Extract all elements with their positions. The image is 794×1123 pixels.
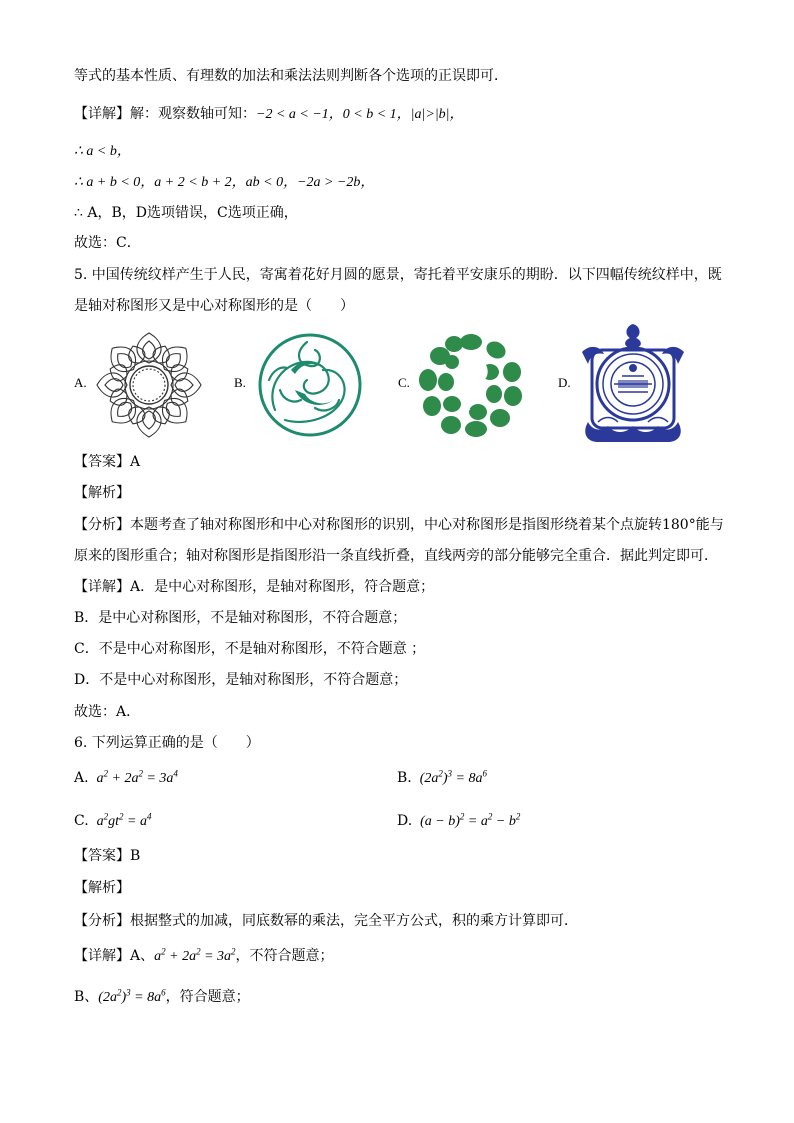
q6-option-d [397,811,520,832]
q6-analysis-tag [74,878,130,898]
q6-fenxi [74,911,578,931]
option-d-label: D. [558,375,571,390]
q5-stem-1: 5. 中国传统纹样产生于人民，寄寓着花好月圆的愿景，寄托着平安康乐的期盼．以下四幅传统纹样中，既 [74,267,722,283]
q6-detail-b [74,987,250,1008]
detail-a-prefix: A、 [130,948,155,964]
detail-b-suffix: ，符合题意； [165,989,250,1005]
q6-option-c-label: C. [74,813,89,829]
q6-option-c [74,811,151,832]
answer-tag: 【答案】 [74,848,130,864]
conclusion-line: ∴ a < b， [74,144,131,159]
detail-a-expr: $a^2 + 2a^2 = 3a^2$ [154,946,236,964]
q6-option-d-label: D. [397,813,413,829]
q5-fenxi-2: 原来的图形重合；轴对称图形是指图形沿一条直线折叠，直线两旁的部分能够完全重合．据此判定即可． [74,548,718,564]
q5-analysis-tag [74,483,130,503]
q6-option-a [74,768,178,789]
fenxi-text: 本题考查了轴对称图形和中心对称图形的识别，中心对称图形是指图形绕着某个点旋转180°能与 [130,517,724,533]
q6-answer [74,846,140,866]
judgment-line: ∴ A，B，D选项错误，C选项正确， [74,205,298,221]
q5-detail-d: D．不是中心对称图形，是轴对称图形，不符合题意； [74,672,408,688]
analysis-tag: 【解析】 [74,485,130,501]
detail-tag: 【详解】 [74,106,130,122]
choice-line: 故选：C． [74,235,141,251]
q6-option-b [397,768,487,789]
text-line: 等式的基本性质、有理数的加法和乘法法则判断各个选项的正误即可． [74,68,508,84]
detail-line [74,104,464,125]
q5-detail-b: B．是中心对称图形，不是轴对称图形，不符合题意； [74,610,407,626]
xiangjie-tag: 【详解】 [74,579,130,595]
q6-option-b-label: B. [397,770,412,786]
q5-detail-c: C．不是中心对称图形，不是轴对称图形，不符合题意 ； [74,641,426,657]
fenxi-tag: 【分析】 [74,517,130,533]
q6-option-c-expr: $a^2gt^2 = a^4$ [93,811,152,829]
derivation-line: ∴ a + b < 0，a + 2 < b + 2，ab < 0，−2a > −2b， [74,175,375,190]
spiral-figure-b [255,330,365,440]
fenxi-text: 根据整式的加减，同底数幂的乘法，完全平方公式，积的乘方计算即可． [130,913,578,929]
q6-option-d-expr: $(a - b)^2 = a^2 - b^2$ [416,811,521,829]
q6-option-a-expr: $a^2 + 2a^2 = 3a^4$ [93,768,178,786]
leaf-figure-c [416,330,526,440]
q5-choose: 故选：A． [74,704,141,720]
xiangjie-tag: 【详解】 [74,948,130,964]
q6-option-b-expr: $(2a^2)^3 = 8a^6$ [416,768,487,786]
q5-fenxi-1 [74,515,724,535]
answer-value: A [130,454,141,470]
answer-value: B [130,848,141,864]
mandala-figure-a [94,330,204,440]
detail-b-prefix: B、 [74,989,99,1005]
option-a-label: A. [74,375,87,390]
q5-stem-2: 是轴对称图形又是中心对称图形的是（ ） [74,298,354,314]
detail-b-expr: $(2a^2)^3 = 8a^6$ [98,987,166,1005]
option-c-label: C. [398,375,410,390]
emblem-figure-d [578,322,688,444]
q6-detail-a [74,946,334,967]
answer-tag: 【答案】 [74,454,130,470]
q5-answer [74,452,140,472]
q6-option-a-label: A. [74,770,89,786]
analysis-tag: 【解析】 [74,880,130,896]
inequality: −2 < a < −1，0 < b < 1，|a|>|b|， [256,107,464,122]
q6-stem: 6. 下列运算正确的是（ ） [74,735,260,751]
option-b-label: B. [234,375,246,390]
q5-detail-a [74,577,434,597]
detail-a-suffix: ，不符合题意； [235,948,334,964]
detail-text: 解：观察数轴可知： [130,106,256,122]
fenxi-tag: 【分析】 [74,913,130,929]
detail-a-text: A．是中心对称图形，是轴对称图形，符合题意； [130,579,435,595]
